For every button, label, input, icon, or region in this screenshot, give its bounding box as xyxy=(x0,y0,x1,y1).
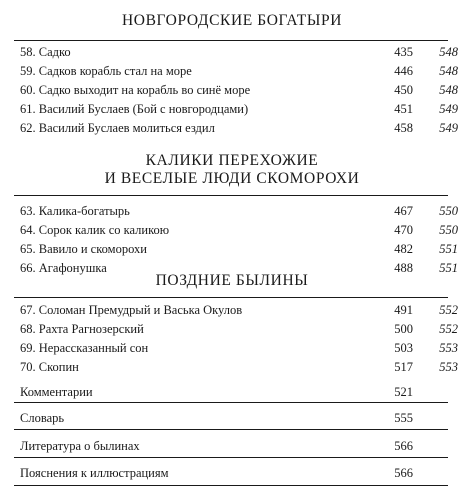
entry-page: 435 xyxy=(394,45,413,59)
toc-entry xyxy=(20,321,458,338)
entry-label: 70. Скопин xyxy=(20,360,79,374)
toc-entry xyxy=(20,101,458,118)
entry-comment-page: 552 xyxy=(439,303,458,317)
entry-label: 61. Василий Буслаев (Бой с новгородцами) xyxy=(20,102,249,116)
entry-label: 60. Садко выходит на корабль во синё море xyxy=(20,83,251,97)
entry-page: 517 xyxy=(394,360,413,374)
back-matter-label: Словарь xyxy=(20,411,65,425)
entry-page: 482 xyxy=(394,242,413,256)
toc-entry xyxy=(20,63,458,80)
entry-comment-page: 553 xyxy=(439,360,458,374)
section-heading: НОВГОРОДСКИЕ БОГАТЫРИ xyxy=(121,12,342,29)
entry-page: 500 xyxy=(394,322,413,336)
entry-comment-page: 548 xyxy=(439,45,458,59)
entry-label: 69. Нерассказанный сон xyxy=(20,341,149,355)
entry-comment-page: 549 xyxy=(439,121,458,135)
entry-page: 488 xyxy=(394,261,413,275)
toc-entry xyxy=(20,222,458,239)
entry-page: 458 xyxy=(394,121,413,135)
entry-page: 467 xyxy=(394,204,413,218)
entry-page: 446 xyxy=(394,64,413,78)
entry-label: 62. Василий Буслаев молиться ездил xyxy=(20,121,215,135)
entry-page: 450 xyxy=(394,83,413,97)
toc-entry xyxy=(20,82,458,99)
back-matter-label: Комментарии xyxy=(20,385,93,399)
entry-label: 58. Садко xyxy=(20,45,71,59)
section-heading: ПОЗДНИЕ БЫЛИНЫ xyxy=(155,272,309,289)
entry-label: 63. Калика-богатырь xyxy=(20,204,130,218)
back-matter-page: 521 xyxy=(394,385,413,399)
back-matter-page: 566 xyxy=(394,439,413,453)
back-matter-label: Литература о былинах xyxy=(20,439,140,453)
entry-page: 470 xyxy=(394,223,413,237)
section-rule xyxy=(14,40,448,41)
entry-page: 491 xyxy=(394,303,413,317)
toc-entry xyxy=(20,340,458,357)
entry-label: 65. Вавило и скоморохи xyxy=(20,242,147,256)
back-matter-rule xyxy=(14,457,448,458)
section-heading-line-2: И ВЕСЕЛЫЕ ЛЮДИ СКОМОРОХИ xyxy=(104,170,360,187)
section-heading: КАЛИКИ ПЕРЕХОЖИЕ xyxy=(145,152,319,169)
toc-entry xyxy=(20,302,458,319)
entry-page: 451 xyxy=(394,102,413,116)
back-matter-entry xyxy=(20,410,458,427)
toc-entry xyxy=(20,120,458,137)
section-rule xyxy=(14,195,448,196)
toc-entry xyxy=(20,359,458,376)
entry-label: 67. Соломан Премудрый и Васька Окулов xyxy=(20,303,243,317)
entry-label: 68. Рахта Рагнозерский xyxy=(20,322,144,336)
entry-comment-page: 549 xyxy=(439,102,458,116)
toc-entry xyxy=(20,241,458,258)
entry-comment-page: 550 xyxy=(439,204,458,218)
entry-comment-page: 548 xyxy=(439,64,458,78)
back-matter-entry xyxy=(20,438,458,455)
entry-label: 66. Агафонушка xyxy=(20,261,107,275)
entry-comment-page: 551 xyxy=(439,242,458,256)
entry-comment-page: 553 xyxy=(439,341,458,355)
back-matter-page: 566 xyxy=(394,466,413,480)
entry-comment-page: 551 xyxy=(439,261,458,275)
toc-entry xyxy=(20,44,458,61)
back-matter-entry xyxy=(20,465,458,482)
entry-comment-page: 548 xyxy=(439,83,458,97)
back-matter-rule xyxy=(14,429,448,430)
entry-label: 59. Садков корабль стал на море xyxy=(20,64,192,78)
section-rule xyxy=(14,297,448,298)
back-matter-label: Пояснения к иллюстрациям xyxy=(20,466,169,480)
entry-comment-page: 550 xyxy=(439,223,458,237)
toc-entry xyxy=(20,203,458,220)
back-matter-page: 555 xyxy=(394,411,413,425)
back-matter-rule xyxy=(14,402,448,403)
entry-comment-page: 552 xyxy=(439,322,458,336)
back-matter-rule xyxy=(14,485,448,486)
entry-page: 503 xyxy=(394,341,413,355)
back-matter-entry xyxy=(20,384,458,401)
entry-label: 64. Сорок калик со каликою xyxy=(20,223,170,237)
